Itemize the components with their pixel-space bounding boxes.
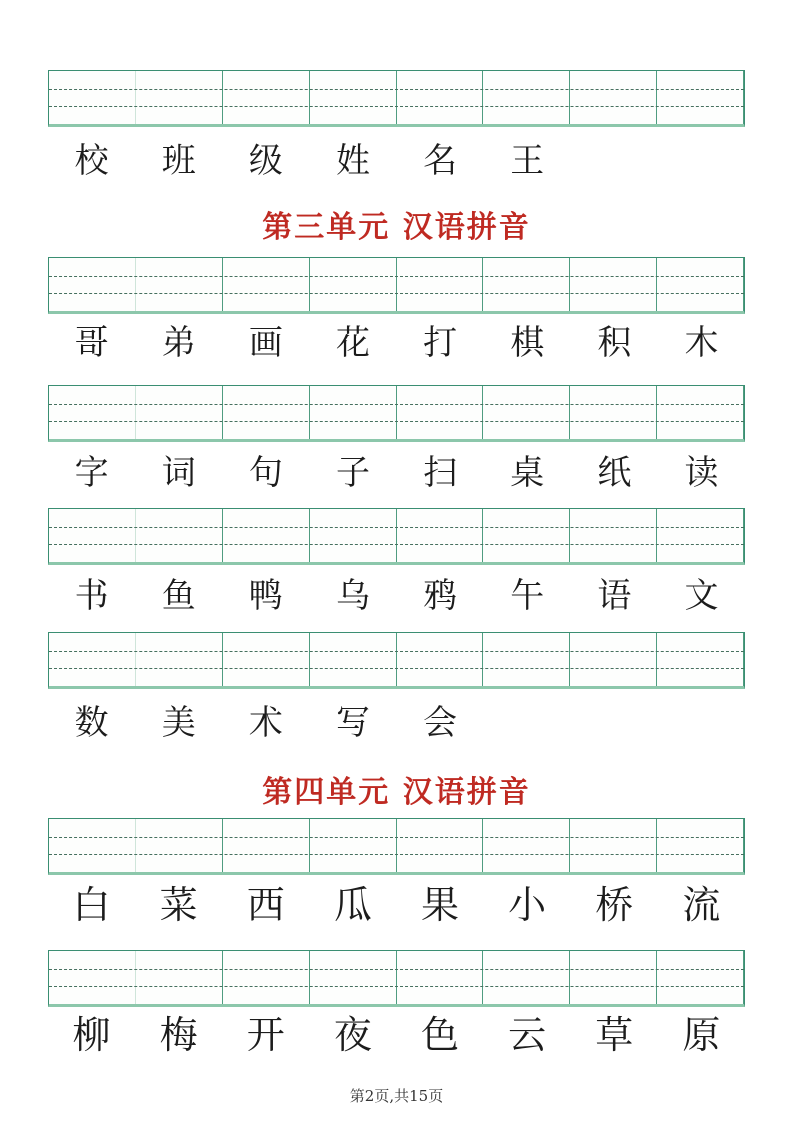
character-row	[48, 573, 745, 619]
pinyin-grid-cell	[570, 71, 657, 124]
pinyin-grid-cell	[397, 71, 484, 124]
pinyin-grid-cell	[136, 819, 223, 872]
practice-character: 白	[72, 883, 111, 927]
pinyin-grid-cell	[310, 386, 397, 439]
practice-character: 流	[682, 883, 721, 927]
practice-character: 扫	[423, 453, 458, 493]
practice-character: 鸭	[248, 576, 283, 616]
pinyin-grid-row	[48, 385, 745, 442]
pinyin-grid-cell	[136, 951, 223, 1004]
section-title: 第四单元 汉语拼音	[262, 775, 531, 810]
pinyin-grid-cell	[136, 258, 223, 311]
pinyin-grid-cell	[49, 951, 136, 1004]
practice-character: 字	[74, 453, 109, 493]
practice-character: 桥	[595, 883, 634, 927]
pinyin-grid-cell	[136, 509, 223, 562]
pinyin-grid-cell	[136, 71, 223, 124]
practice-character: 哥	[74, 323, 109, 363]
pinyin-grid-cell	[657, 258, 744, 311]
practice-character: 云	[508, 1013, 547, 1057]
pinyin-grid-cell	[483, 951, 570, 1004]
practice-character: 午	[510, 576, 545, 616]
pinyin-grid-cell	[310, 951, 397, 1004]
pinyin-grid-cell	[223, 71, 310, 124]
section-title: 第三单元 汉语拼音	[262, 210, 531, 245]
practice-character: 纸	[597, 453, 632, 493]
pinyin-grid-cell	[310, 819, 397, 872]
character-row	[48, 450, 745, 496]
practice-character: 级	[248, 141, 283, 181]
practice-character: 西	[246, 883, 285, 927]
pinyin-grid-cell	[570, 509, 657, 562]
practice-character: 文	[684, 576, 719, 616]
pinyin-grid-cell	[397, 633, 484, 686]
pinyin-grid-row	[48, 950, 745, 1007]
practice-character: 书	[74, 576, 109, 616]
practice-character: 会	[423, 703, 458, 743]
practice-character: 原	[682, 1013, 721, 1057]
practice-character: 果	[421, 883, 460, 927]
pinyin-grid-cell	[310, 71, 397, 124]
practice-character: 草	[595, 1013, 634, 1057]
pinyin-grid-cell	[657, 71, 744, 124]
practice-character: 花	[335, 323, 370, 363]
pinyin-grid-cell	[483, 258, 570, 311]
pinyin-grid-cell	[657, 633, 744, 686]
character-row	[48, 882, 745, 928]
pinyin-grid-cell	[657, 819, 744, 872]
pinyin-grid-cell	[310, 633, 397, 686]
practice-character: 写	[335, 703, 370, 743]
practice-character: 数	[74, 703, 109, 743]
pinyin-grid-cell	[223, 509, 310, 562]
pinyin-grid-cell	[570, 951, 657, 1004]
pinyin-grid-cell	[310, 509, 397, 562]
practice-character: 班	[161, 141, 196, 181]
practice-character: 校	[74, 141, 109, 181]
practice-character: 姓	[335, 141, 370, 181]
pinyin-grid-cell	[223, 819, 310, 872]
practice-character: 词	[161, 453, 196, 493]
pinyin-grid-cell	[49, 386, 136, 439]
pinyin-grid-cell	[397, 819, 484, 872]
practice-character: 打	[423, 323, 458, 363]
practice-character: 色	[421, 1013, 460, 1057]
practice-character: 读	[684, 453, 719, 493]
pinyin-grid-cell	[570, 258, 657, 311]
pinyin-grid-cell	[223, 633, 310, 686]
pinyin-grid-cell	[657, 386, 744, 439]
pinyin-grid-cell	[49, 509, 136, 562]
pinyin-grid-cell	[570, 819, 657, 872]
character-row	[48, 700, 745, 746]
pinyin-grid-cell	[657, 951, 744, 1004]
practice-character: 名	[423, 141, 458, 181]
pinyin-grid-row	[48, 818, 745, 875]
pinyin-grid-cell	[223, 386, 310, 439]
pinyin-grid-cell	[483, 71, 570, 124]
pinyin-grid-row	[48, 70, 745, 127]
pinyin-grid-cell	[483, 633, 570, 686]
practice-character: 句	[248, 453, 283, 493]
pinyin-grid-cell	[397, 258, 484, 311]
page-number: 第2页,共15页	[349, 1087, 444, 1105]
practice-character: 梅	[159, 1013, 198, 1057]
practice-character: 积	[597, 323, 632, 363]
pinyin-grid-row	[48, 257, 745, 314]
pinyin-grid-cell	[397, 951, 484, 1004]
practice-character: 鱼	[161, 576, 196, 616]
pinyin-grid-cell	[49, 258, 136, 311]
pinyin-grid-cell	[397, 509, 484, 562]
pinyin-grid-row	[48, 508, 745, 565]
pinyin-grid-cell	[223, 258, 310, 311]
practice-character: 柳	[72, 1013, 111, 1057]
pinyin-grid-cell	[136, 633, 223, 686]
practice-character: 瓜	[333, 883, 372, 927]
practice-character: 语	[597, 576, 632, 616]
pinyin-grid-cell	[483, 819, 570, 872]
practice-character: 美	[161, 703, 196, 743]
practice-character: 木	[684, 323, 719, 363]
practice-character: 桌	[510, 453, 545, 493]
pinyin-grid-cell	[49, 633, 136, 686]
pinyin-grid-cell	[49, 71, 136, 124]
pinyin-grid-cell	[570, 633, 657, 686]
pinyin-grid-cell	[397, 386, 484, 439]
pinyin-grid-cell	[570, 386, 657, 439]
practice-character: 夜	[333, 1013, 372, 1057]
character-row	[48, 138, 745, 184]
pinyin-grid-cell	[136, 386, 223, 439]
practice-character: 菜	[159, 883, 198, 927]
practice-character: 开	[246, 1013, 285, 1057]
pinyin-grid-cell	[483, 509, 570, 562]
character-row	[48, 320, 745, 366]
pinyin-grid-cell	[49, 819, 136, 872]
practice-character: 画	[248, 323, 283, 363]
pinyin-grid-cell	[657, 509, 744, 562]
pinyin-grid-row	[48, 632, 745, 689]
character-row	[48, 1012, 745, 1058]
practice-character: 术	[248, 703, 283, 743]
pinyin-grid-cell	[223, 951, 310, 1004]
practice-character: 鸦	[423, 576, 458, 616]
practice-character: 王	[510, 141, 545, 181]
practice-character: 乌	[335, 576, 370, 616]
practice-character: 弟	[161, 323, 196, 363]
practice-character: 棋	[510, 323, 545, 363]
practice-character: 子	[335, 453, 370, 493]
practice-character: 小	[508, 883, 547, 927]
pinyin-grid-cell	[310, 258, 397, 311]
pinyin-grid-cell	[483, 386, 570, 439]
